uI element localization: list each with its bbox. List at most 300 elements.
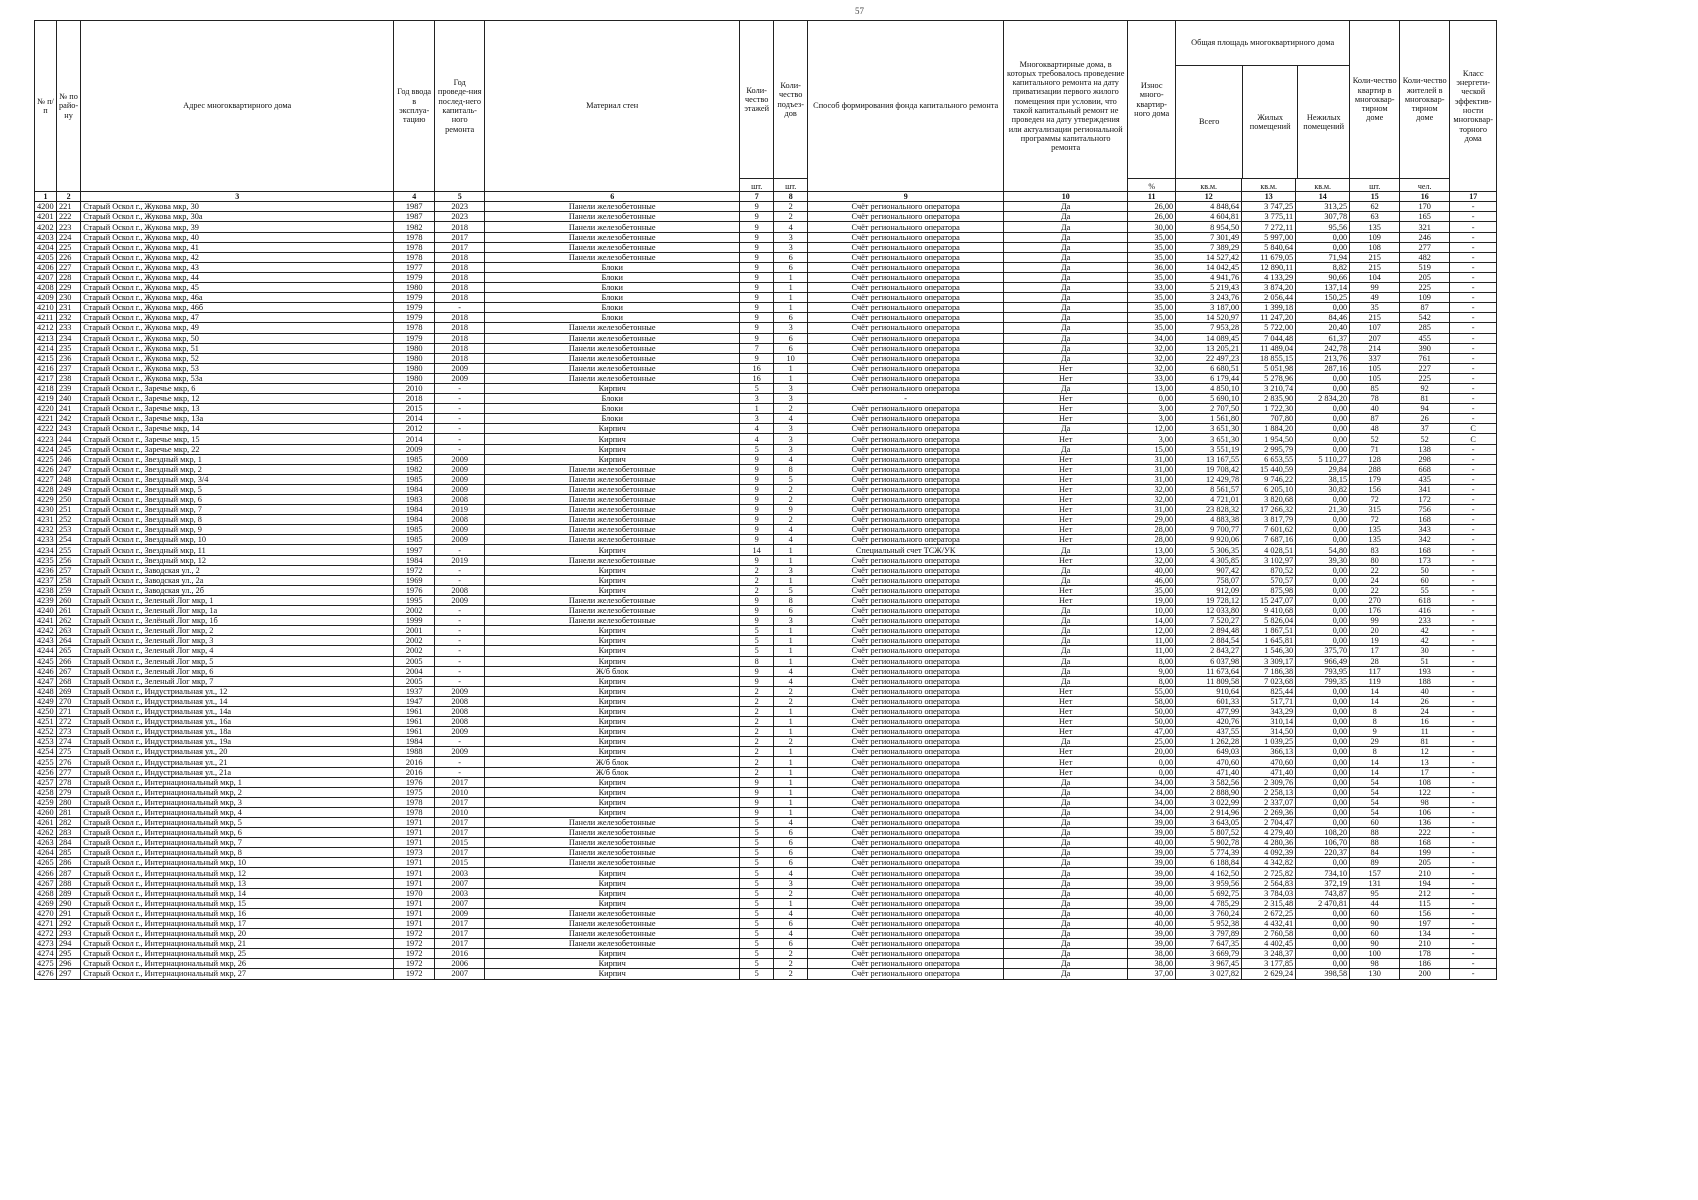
wear-percent-cell: 11,00 — [1128, 646, 1176, 656]
repair-required-cell: Нет — [1004, 404, 1128, 414]
floors-cell: 9 — [740, 454, 774, 464]
unit-col-13: кв.м. — [1242, 179, 1296, 192]
area-nonliving-cell: 95,56 — [1296, 222, 1350, 232]
floors-cell: 5 — [740, 878, 774, 888]
table-row — [35, 616, 1497, 626]
fund-method-cell: Счёт регионального оператора — [808, 918, 1004, 928]
table-row — [35, 434, 1497, 444]
residents-cell: 233 — [1400, 616, 1450, 626]
fund-method-cell: Счёт регионального оператора — [808, 323, 1004, 333]
apartments-cell: 72 — [1350, 495, 1400, 505]
row-number-cell: 4258 — [35, 787, 57, 797]
repair-required-cell: Нет — [1004, 434, 1128, 444]
year-built-cell: 1984 — [394, 555, 435, 565]
fund-method-cell: Счёт регионального оператора — [808, 706, 1004, 716]
residents-cell: 194 — [1400, 878, 1450, 888]
last-repair-year-cell: 2009 — [435, 484, 485, 494]
residents-cell: 618 — [1400, 595, 1450, 605]
floors-cell: 5 — [740, 939, 774, 949]
unit-col-15: шт. — [1350, 179, 1400, 192]
area-living-cell: 1 039,25 — [1242, 737, 1296, 747]
entrances-cell: 5 — [774, 585, 808, 595]
year-built-cell: 1985 — [394, 474, 435, 484]
year-built-cell: 2002 — [394, 606, 435, 616]
repair-required-cell: Да — [1004, 939, 1128, 949]
table-row — [35, 747, 1497, 757]
apartments-cell: 135 — [1350, 222, 1400, 232]
wear-percent-cell: 14,00 — [1128, 616, 1176, 626]
area-nonliving-cell: 0,00 — [1296, 444, 1350, 454]
wear-percent-cell: 0,00 — [1128, 757, 1176, 767]
year-built-cell: 1984 — [394, 505, 435, 515]
energy-class-cell: - — [1450, 242, 1497, 252]
residents-cell: 210 — [1400, 939, 1450, 949]
row-number-cell: 4218 — [35, 383, 57, 393]
district-number-cell: 280 — [57, 797, 81, 807]
energy-class-cell: - — [1450, 797, 1497, 807]
header-col-12: Всего — [1176, 66, 1243, 178]
fund-method-cell: Счёт регионального оператора — [808, 495, 1004, 505]
wear-percent-cell: 25,00 — [1128, 737, 1176, 747]
header-col-16: Коли-чество жителей в многоквар-тирном доме — [1400, 21, 1450, 179]
floors-cell: 9 — [740, 283, 774, 293]
address-cell: Старый Оскол г., Интернациональный мкр, 13 — [81, 878, 394, 888]
row-number-cell: 4245 — [35, 656, 57, 666]
district-number-cell: 290 — [57, 898, 81, 908]
row-number-cell: 4239 — [35, 595, 57, 605]
area-living-cell: 7 272,11 — [1242, 222, 1296, 232]
row-number-cell: 4206 — [35, 262, 57, 272]
residents-cell: 210 — [1400, 868, 1450, 878]
fund-method-cell: Счёт регионального оператора — [808, 878, 1004, 888]
last-repair-year-cell: 2008 — [435, 495, 485, 505]
area-living-cell: 1 954,50 — [1242, 434, 1296, 444]
fund-method-cell: Счёт регионального оператора — [808, 606, 1004, 616]
entrances-cell: 1 — [774, 777, 808, 787]
energy-class-cell: - — [1450, 454, 1497, 464]
district-number-cell: 233 — [57, 323, 81, 333]
residents-cell: 343 — [1400, 525, 1450, 535]
last-repair-year-cell: 2009 — [435, 454, 485, 464]
area-nonliving-cell: 38,15 — [1296, 474, 1350, 484]
energy-class-cell: - — [1450, 888, 1497, 898]
area-living-cell: 7 023,68 — [1242, 676, 1296, 686]
area-nonliving-cell: 2 834,20 — [1296, 394, 1350, 404]
table-row — [35, 394, 1497, 404]
entrances-cell: 2 — [774, 888, 808, 898]
last-repair-year-cell: - — [435, 636, 485, 646]
last-repair-year-cell: - — [435, 606, 485, 616]
apartments-cell: 108 — [1350, 242, 1400, 252]
energy-class-cell: - — [1450, 929, 1497, 939]
year-built-cell: 1978 — [394, 232, 435, 242]
area-living-cell: 1 645,81 — [1242, 636, 1296, 646]
repair-required-cell: Нет — [1004, 373, 1128, 383]
area-total-cell: 3 967,45 — [1176, 959, 1242, 969]
wall-material-cell: Панели железобетонные — [485, 353, 740, 363]
district-number-cell: 258 — [57, 575, 81, 585]
floors-cell: 1 — [740, 404, 774, 414]
residents-cell: 170 — [1400, 202, 1450, 212]
district-number-cell: 228 — [57, 272, 81, 282]
table-row — [35, 525, 1497, 535]
repair-required-cell: Да — [1004, 676, 1128, 686]
table-row — [35, 807, 1497, 817]
area-living-cell: 7 044,48 — [1242, 333, 1296, 343]
area-total-cell: 912,09 — [1176, 585, 1242, 595]
year-built-cell: 1997 — [394, 545, 435, 555]
table-row — [35, 636, 1497, 646]
apartments-cell: 48 — [1350, 424, 1400, 434]
table-row — [35, 272, 1497, 282]
energy-class-cell: - — [1450, 252, 1497, 262]
address-cell: Старый Оскол г., Зеленый Лог мкр, 3 — [81, 636, 394, 646]
floors-cell: 5 — [740, 969, 774, 979]
address-cell: Старый Оскол г., Интернациональный мкр, 2 — [81, 787, 394, 797]
year-built-cell: 1971 — [394, 918, 435, 928]
table-row — [35, 262, 1497, 272]
table-row — [35, 484, 1497, 494]
fund-method-cell: Счёт регионального оператора — [808, 676, 1004, 686]
wear-percent-cell: 26,00 — [1128, 202, 1176, 212]
residents-cell: 197 — [1400, 918, 1450, 928]
year-built-cell: 2018 — [394, 394, 435, 404]
table-row — [35, 313, 1497, 323]
entrances-cell: 6 — [774, 606, 808, 616]
area-nonliving-cell: 0,00 — [1296, 232, 1350, 242]
entrances-cell: 3 — [774, 383, 808, 393]
wear-percent-cell: 3,00 — [1128, 414, 1176, 424]
area-total-cell: 3 551,19 — [1176, 444, 1242, 454]
repair-required-cell: Да — [1004, 293, 1128, 303]
repair-required-cell: Да — [1004, 616, 1128, 626]
floors-cell: 2 — [740, 706, 774, 716]
year-built-cell: 1978 — [394, 242, 435, 252]
area-nonliving-cell: 54,80 — [1296, 545, 1350, 555]
year-built-cell: 1961 — [394, 727, 435, 737]
header-col-11: Износ много-квартир-ного дома — [1128, 21, 1176, 179]
district-number-cell: 256 — [57, 555, 81, 565]
apartments-cell: 71 — [1350, 444, 1400, 454]
address-cell: Старый Оскол г., Индустриальная ул., 12 — [81, 686, 394, 696]
floors-cell: 9 — [740, 555, 774, 565]
wall-material-cell: Кирпич — [485, 878, 740, 888]
row-number-cell: 4247 — [35, 676, 57, 686]
row-number-cell: 4271 — [35, 918, 57, 928]
area-total-cell: 601,33 — [1176, 696, 1242, 706]
year-built-cell: 2015 — [394, 404, 435, 414]
table-row — [35, 474, 1497, 484]
address-cell: Старый Оскол г., Звездный мкр, 10 — [81, 535, 394, 545]
repair-required-cell: Да — [1004, 565, 1128, 575]
year-built-cell: 1979 — [394, 313, 435, 323]
floors-cell: 5 — [740, 929, 774, 939]
district-number-cell: 269 — [57, 686, 81, 696]
year-built-cell: 2002 — [394, 636, 435, 646]
wear-percent-cell: 0,00 — [1128, 394, 1176, 404]
last-repair-year-cell: 2019 — [435, 505, 485, 515]
residents-cell: 756 — [1400, 505, 1450, 515]
wall-material-cell: Блоки — [485, 404, 740, 414]
floors-cell: 8 — [740, 656, 774, 666]
row-number-cell: 4249 — [35, 696, 57, 706]
area-total-cell: 3 582,56 — [1176, 777, 1242, 787]
residents-cell: 277 — [1400, 242, 1450, 252]
fund-method-cell: Счёт регионального оператора — [808, 727, 1004, 737]
fund-method-cell: Счёт регионального оператора — [808, 373, 1004, 383]
repair-required-cell: Да — [1004, 272, 1128, 282]
address-cell: Старый Оскол г., Жукова мкр, 44 — [81, 272, 394, 282]
fund-method-cell: Счёт регионального оператора — [808, 959, 1004, 969]
energy-class-cell: - — [1450, 757, 1497, 767]
unit-col-12: кв.м. — [1176, 179, 1242, 192]
apartments-cell: 72 — [1350, 515, 1400, 525]
entrances-cell: 2 — [774, 515, 808, 525]
district-number-cell: 246 — [57, 454, 81, 464]
district-number-cell: 238 — [57, 373, 81, 383]
header-col-14: Нежилых помещений — [1303, 112, 1345, 131]
wear-percent-cell: 35,00 — [1128, 272, 1176, 282]
header-col-13: Жилых помещений — [1243, 66, 1298, 178]
residents-cell: 761 — [1400, 353, 1450, 363]
apartments-cell: 270 — [1350, 595, 1400, 605]
repair-required-cell: Нет — [1004, 484, 1128, 494]
area-nonliving-cell: 61,37 — [1296, 333, 1350, 343]
column-number: 4 — [394, 192, 435, 202]
last-repair-year-cell: 2009 — [435, 464, 485, 474]
residents-cell: 16 — [1400, 717, 1450, 727]
district-number-cell: 273 — [57, 727, 81, 737]
repair-required-cell: Да — [1004, 636, 1128, 646]
area-total-cell: 2 888,90 — [1176, 787, 1242, 797]
table-row — [35, 818, 1497, 828]
row-number-cell: 4244 — [35, 646, 57, 656]
last-repair-year-cell: 2009 — [435, 525, 485, 535]
wall-material-cell: Панели железобетонные — [485, 464, 740, 474]
repair-required-cell: Да — [1004, 777, 1128, 787]
address-cell: Старый Оскол г., Заречье мкр, 13а — [81, 414, 394, 424]
last-repair-year-cell: 2003 — [435, 868, 485, 878]
residents-cell: 455 — [1400, 333, 1450, 343]
table-row — [35, 252, 1497, 262]
wall-material-cell: Блоки — [485, 394, 740, 404]
wall-material-cell: Кирпич — [485, 898, 740, 908]
unit-col-8: шт. — [774, 179, 808, 192]
table-row — [35, 454, 1497, 464]
district-number-cell: 263 — [57, 626, 81, 636]
year-built-cell: 1979 — [394, 293, 435, 303]
last-repair-year-cell: 2008 — [435, 706, 485, 716]
floors-cell: 5 — [740, 959, 774, 969]
repair-required-cell: Нет — [1004, 464, 1128, 474]
area-total-cell: 11 673,64 — [1176, 666, 1242, 676]
energy-class-cell: - — [1450, 767, 1497, 777]
address-cell: Старый Оскол г., Жукова мкр, 30 — [81, 202, 394, 212]
year-built-cell: 1971 — [394, 858, 435, 868]
repair-required-cell: Да — [1004, 797, 1128, 807]
year-built-cell: 1985 — [394, 454, 435, 464]
wear-percent-cell: 12,00 — [1128, 424, 1176, 434]
area-living-cell: 825,44 — [1242, 686, 1296, 696]
entrances-cell: 1 — [774, 646, 808, 656]
area-total-cell: 5 690,10 — [1176, 394, 1242, 404]
floors-cell: 5 — [740, 626, 774, 636]
apartments-cell: 104 — [1350, 272, 1400, 282]
wear-percent-cell: 50,00 — [1128, 706, 1176, 716]
entrances-cell: 8 — [774, 595, 808, 605]
fund-method-cell: Счёт регионального оператора — [808, 252, 1004, 262]
address-cell: Старый Оскол г., Зеленый Лог мкр, 5 — [81, 656, 394, 666]
entrances-cell: 1 — [774, 727, 808, 737]
table-row — [35, 323, 1497, 333]
entrances-cell: 1 — [774, 545, 808, 555]
residents-cell: 12 — [1400, 747, 1450, 757]
residents-cell: 168 — [1400, 545, 1450, 555]
area-nonliving-cell: 21,30 — [1296, 505, 1350, 515]
area-nonliving-cell: 0,00 — [1296, 767, 1350, 777]
energy-class-cell: - — [1450, 828, 1497, 838]
table-row — [35, 212, 1497, 222]
year-built-cell: 1985 — [394, 525, 435, 535]
wear-percent-cell: 40,00 — [1128, 918, 1176, 928]
wear-percent-cell: 34,00 — [1128, 333, 1176, 343]
year-built-cell: 1980 — [394, 353, 435, 363]
address-cell: Старый Оскол г., Жукова мкр, 46б — [81, 303, 394, 313]
wear-percent-cell: 39,00 — [1128, 878, 1176, 888]
address-cell: Старый Оскол г., Индустриальная ул., 18а — [81, 727, 394, 737]
fund-method-cell: Счёт регионального оператора — [808, 767, 1004, 777]
floors-cell: 3 — [740, 394, 774, 404]
floors-cell: 9 — [740, 474, 774, 484]
floors-cell: 9 — [740, 272, 774, 282]
area-total-cell: 910,64 — [1176, 686, 1242, 696]
district-number-cell: 278 — [57, 777, 81, 787]
repair-required-cell: Нет — [1004, 696, 1128, 706]
area-nonliving-cell: 30,82 — [1296, 484, 1350, 494]
row-number-cell: 4221 — [35, 414, 57, 424]
entrances-cell: 6 — [774, 262, 808, 272]
apartments-cell: 215 — [1350, 252, 1400, 262]
area-total-cell: 3 022,99 — [1176, 797, 1242, 807]
district-number-cell: 259 — [57, 585, 81, 595]
area-living-cell: 310,14 — [1242, 717, 1296, 727]
table-row — [35, 505, 1497, 515]
area-living-cell: 3 210,74 — [1242, 383, 1296, 393]
district-number-cell: 225 — [57, 242, 81, 252]
table-row — [35, 787, 1497, 797]
floors-cell: 9 — [740, 232, 774, 242]
repair-required-cell: Да — [1004, 646, 1128, 656]
residents-cell: 193 — [1400, 666, 1450, 676]
district-number-cell: 244 — [57, 434, 81, 444]
entrances-cell: 6 — [774, 828, 808, 838]
repair-required-cell: Да — [1004, 575, 1128, 585]
header-col-5: Год проведе-ния послед-него капиталь-ного ремонта — [435, 21, 485, 192]
fund-method-cell: Счёт регионального оператора — [808, 585, 1004, 595]
area-total-cell: 2 707,50 — [1176, 404, 1242, 414]
fund-method-cell: Счёт регионального оператора — [808, 908, 1004, 918]
area-living-cell: 3 874,20 — [1242, 283, 1296, 293]
table-row — [35, 424, 1497, 434]
apartments-cell: 135 — [1350, 525, 1400, 535]
year-built-cell: 1977 — [394, 262, 435, 272]
entrances-cell: 1 — [774, 283, 808, 293]
wear-percent-cell: 3,00 — [1128, 434, 1176, 444]
fund-method-cell: Счёт регионального оператора — [808, 363, 1004, 373]
fund-method-cell: Счёт регионального оператора — [808, 828, 1004, 838]
district-number-cell: 277 — [57, 767, 81, 777]
fund-method-cell: Счёт регионального оператора — [808, 222, 1004, 232]
column-number: 11 — [1128, 192, 1176, 202]
floors-cell: 5 — [740, 908, 774, 918]
entrances-cell: 1 — [774, 797, 808, 807]
table-row — [35, 838, 1497, 848]
area-living-cell: 3 248,37 — [1242, 949, 1296, 959]
entrances-cell: 1 — [774, 575, 808, 585]
fund-method-cell: Счёт регионального оператора — [808, 797, 1004, 807]
district-number-cell: 257 — [57, 565, 81, 575]
district-number-cell: 236 — [57, 353, 81, 363]
year-built-cell: 2009 — [394, 444, 435, 454]
energy-class-cell: - — [1450, 333, 1497, 343]
wall-material-cell: Панели железобетонные — [485, 343, 740, 353]
row-number-cell: 4207 — [35, 272, 57, 282]
residents-cell: 168 — [1400, 838, 1450, 848]
apartments-cell: 90 — [1350, 918, 1400, 928]
apartments-cell: 54 — [1350, 777, 1400, 787]
table-row — [35, 767, 1497, 777]
apartments-cell: 24 — [1350, 575, 1400, 585]
area-nonliving-cell: 20,40 — [1296, 323, 1350, 333]
wear-percent-cell: 12,00 — [1128, 626, 1176, 636]
last-repair-year-cell: 2017 — [435, 777, 485, 787]
column-number: 16 — [1400, 192, 1450, 202]
wear-percent-cell: 36,00 — [1128, 262, 1176, 272]
district-number-cell: 239 — [57, 383, 81, 393]
area-total-cell: 13 167,55 — [1176, 454, 1242, 464]
row-number-cell: 4234 — [35, 545, 57, 555]
table-row — [35, 908, 1497, 918]
address-cell: Старый Оскол г., Зеленый Лог мкр, 7 — [81, 676, 394, 686]
table-row — [35, 515, 1497, 525]
entrances-cell: 3 — [774, 616, 808, 626]
fund-method-cell: Счёт регионального оператора — [808, 515, 1004, 525]
year-built-cell: 1972 — [394, 565, 435, 575]
table-row — [35, 303, 1497, 313]
year-built-cell: 1980 — [394, 283, 435, 293]
year-built-cell: 1971 — [394, 898, 435, 908]
energy-class-cell: - — [1450, 646, 1497, 656]
area-nonliving-cell: 0,00 — [1296, 434, 1350, 444]
repair-required-cell: Да — [1004, 222, 1128, 232]
apartments-cell: 131 — [1350, 878, 1400, 888]
column-number: 7 — [740, 192, 774, 202]
residents-cell: 188 — [1400, 676, 1450, 686]
entrances-cell: 1 — [774, 363, 808, 373]
area-total-cell: 6 179,44 — [1176, 373, 1242, 383]
area-living-cell: 2 995,79 — [1242, 444, 1296, 454]
header-col-10: Многоквартирные дома, в которых требовалось проведение капитального ремонта на дату приватизации первого жилого помещения при условии, что такой капитальный ремонт не проведен на дату утверждения или актуализации региональной программы капитального ремонта — [1004, 21, 1128, 192]
apartments-cell: 62 — [1350, 202, 1400, 212]
district-number-cell: 249 — [57, 484, 81, 494]
wear-percent-cell: 37,00 — [1128, 969, 1176, 979]
entrances-cell: 6 — [774, 848, 808, 858]
year-built-cell: 2002 — [394, 646, 435, 656]
energy-class-cell: - — [1450, 939, 1497, 949]
area-total-cell: 9 920,06 — [1176, 535, 1242, 545]
area-living-cell: 4 028,51 — [1242, 545, 1296, 555]
residents-cell: 60 — [1400, 575, 1450, 585]
